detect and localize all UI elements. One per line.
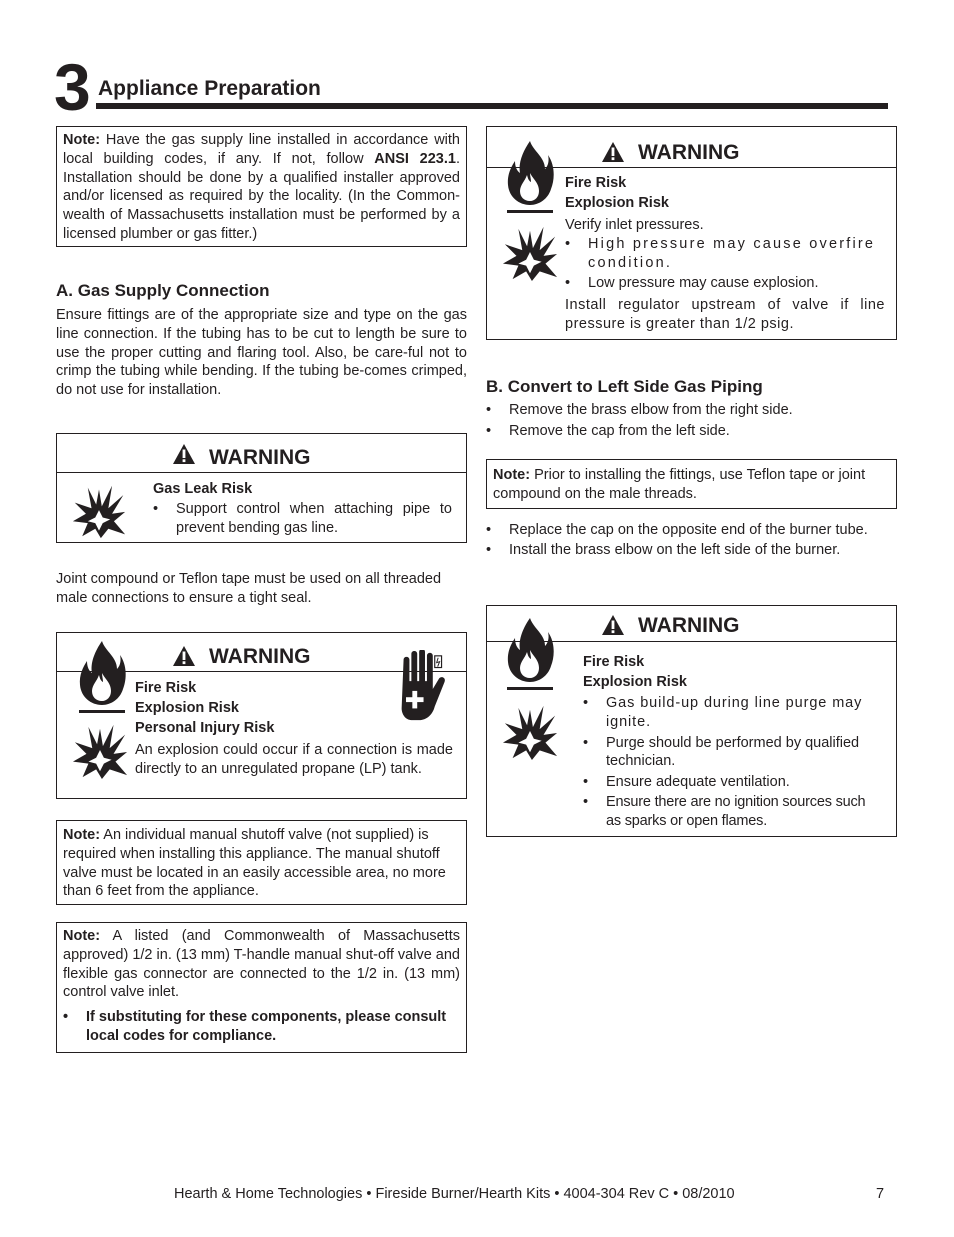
note-bullets (63, 1008, 460, 1046)
section-b-bullets-1 (486, 401, 897, 441)
chapter-number: 3 (54, 50, 89, 124)
warning-title: WARNING (638, 141, 740, 164)
warning-triangle-icon (601, 141, 625, 163)
note-text (493, 466, 890, 504)
bullet-text: Ensure there are no ignition sources such as sparks or open flames. (606, 793, 866, 829)
note-text (63, 826, 460, 901)
risk-label-explosion: Explosion Risk (565, 195, 669, 211)
bullet-text: Low pressure may cause explosion. (588, 274, 819, 291)
note-text (63, 131, 460, 244)
risk-label-explosion: Explosion Risk (583, 674, 687, 690)
bullet-symbol: • (486, 422, 492, 439)
list-item (583, 793, 883, 831)
warning-header (57, 434, 466, 473)
flame-icon (505, 616, 555, 694)
list-item (63, 1008, 460, 1046)
note-label: Note: (63, 132, 101, 148)
warning-triangle-icon (172, 443, 196, 465)
list-item (486, 422, 897, 441)
note-label: Note: (63, 827, 101, 843)
section-body-gas-supply-connection: Ensure fittings are of the appropriate size and type on the gas line connection. If the tubing has to be cut to length be sure to use the proper cutting and flaring tool. Also, be care-ful not to crimp the tubing while bending. If the tubing be-comes crimped, do not use for installation. (56, 307, 467, 399)
bullet-text: Replace the cap on the opposite end of the burner tube. (509, 522, 868, 538)
bullet-symbol: • (565, 274, 571, 291)
bullet-symbol: • (583, 695, 589, 711)
warning-bullets (153, 500, 452, 538)
warning-bullets (583, 694, 883, 831)
list-item (583, 773, 883, 792)
list-item (583, 734, 883, 772)
list-item (583, 694, 883, 732)
footer-publisher: Hearth & Home Technologies • Fireside Burner/Hearth Kits • 4004-304 Rev C • 08/2010 (174, 1186, 735, 1202)
explosion-icon (501, 702, 559, 762)
bullet-text: If substituting for these components, please consult local codes for compliance. (86, 1009, 447, 1044)
warning-box-gas-leak (56, 433, 467, 543)
explosion-icon (71, 721, 129, 781)
note-teflon-tape (486, 459, 897, 509)
risk-label-fire: Fire Risk (583, 654, 645, 670)
bullet-symbol: • (486, 522, 492, 538)
injured-hand-icon (397, 650, 453, 724)
note-text (63, 927, 460, 1002)
flame-icon (77, 639, 127, 717)
bullet-text: High pressure may cause overfire condition. (588, 236, 876, 271)
bullet-text: Remove the brass elbow from the right side. (509, 402, 793, 418)
note-label: Note: (63, 928, 101, 944)
bullet-text: Ensure adequate ventilation. (606, 774, 790, 791)
list-item (153, 500, 452, 538)
page-title: Appliance Preparation (98, 77, 321, 100)
bullet-symbol: • (153, 501, 159, 517)
warning-title: WARNING (638, 614, 740, 637)
warning-outro: Install regulator upstream of valve if line pressure is greater than 1/2 psig. (565, 297, 885, 332)
bullet-symbol: • (583, 793, 588, 810)
bullet-symbol: • (583, 734, 589, 751)
note-shutoff-valve (56, 820, 467, 905)
explosion-icon (501, 223, 559, 283)
risk-label-explosion: Explosion Risk (135, 700, 239, 716)
note-gas-supply-codes (56, 126, 467, 247)
note-body: Prior to installing the fittings, use Teflon tape or joint compound on the male threads. (493, 467, 866, 502)
note-body: An individual manual shutoff valve (not supplied) is required when installing this appliance. The manual shutoff valve must be located in an easily accessible area, no more than 6 feet from the appliance. (63, 827, 446, 900)
bullet-symbol: • (63, 1009, 69, 1026)
list-item (486, 521, 906, 540)
bullet-text: Purge should be performed by qualified technician. (606, 734, 860, 770)
page-number: 7 (876, 1186, 885, 1202)
list-item (486, 541, 906, 560)
section-heading-left-side-gas-piping: B. Convert to Left Side Gas Piping (486, 377, 763, 396)
list-item (565, 274, 885, 293)
explosion-icon (71, 482, 127, 540)
ansi-code: ANSI 223.1 (374, 150, 456, 167)
warning-box-inlet-pressure (486, 126, 897, 340)
warning-title: WARNING (209, 446, 311, 469)
warning-triangle-icon (601, 614, 625, 636)
header-rule (96, 103, 888, 109)
warning-box-explosion (56, 632, 467, 799)
warning-triangle-icon (172, 645, 196, 667)
risk-label-fire: Fire Risk (565, 175, 627, 191)
section-b-bullets-2 (486, 521, 906, 560)
warning-title: WARNING (209, 645, 311, 668)
warning-body-text: An explosion could occur if a connection is made directly to an unregulated propane (LP) tank. (135, 742, 453, 777)
bullet-text: Install the brass elbow on the left side of the burner. (509, 541, 841, 558)
warning-box-line-purge (486, 605, 897, 837)
bullet-symbol: • (583, 774, 589, 791)
warning-intro: Verify inlet pressures. (565, 217, 704, 233)
risk-label-personal-injury: Personal Injury Risk (135, 720, 275, 736)
bullet-symbol: • (486, 541, 492, 558)
section-heading-gas-supply-connection: A. Gas Supply Connection (56, 281, 270, 300)
note-t-handle-valve (56, 922, 467, 1053)
list-item (486, 401, 897, 420)
joint-compound-text: Joint compound or Teflon tape must be used on all threaded male connections to ensure a tight seal. (56, 571, 442, 606)
bullet-text: Gas build-up during line purge may ignite. (606, 695, 863, 730)
warning-bullets (565, 235, 885, 292)
bullet-symbol: • (486, 402, 492, 418)
bullet-symbol: • (565, 236, 571, 252)
note-label: Note: (493, 467, 531, 483)
note-text-part-a: Have the gas supply line installed in accordance with local building codes, if any. If not, follow (63, 132, 460, 167)
risk-label-gas-leak: Gas Leak Risk (153, 481, 253, 497)
bullet-text: Support control when attaching pipe to prevent bending gas line. (176, 501, 452, 536)
bullet-text: Remove the cap from the left side. (509, 422, 730, 439)
list-item (565, 235, 885, 273)
flame-icon (505, 139, 555, 217)
note-body: A listed (and Commonwealth of Massachusetts approved) 1/2 in. (13 mm) T-handle manual shut-off valve and flexible gas connector are connected to the 1/2 in. (13 mm) control valve inlet. (63, 928, 460, 1001)
risk-label-fire: Fire Risk (135, 680, 197, 696)
note-text-part-b: . Installation should be done by a qualified installer approved and/or licensed as required by the locality. (In the Common-wealth of Massachusetts installation must be performed by a licensed plumber or gas fitter.) (63, 150, 460, 242)
